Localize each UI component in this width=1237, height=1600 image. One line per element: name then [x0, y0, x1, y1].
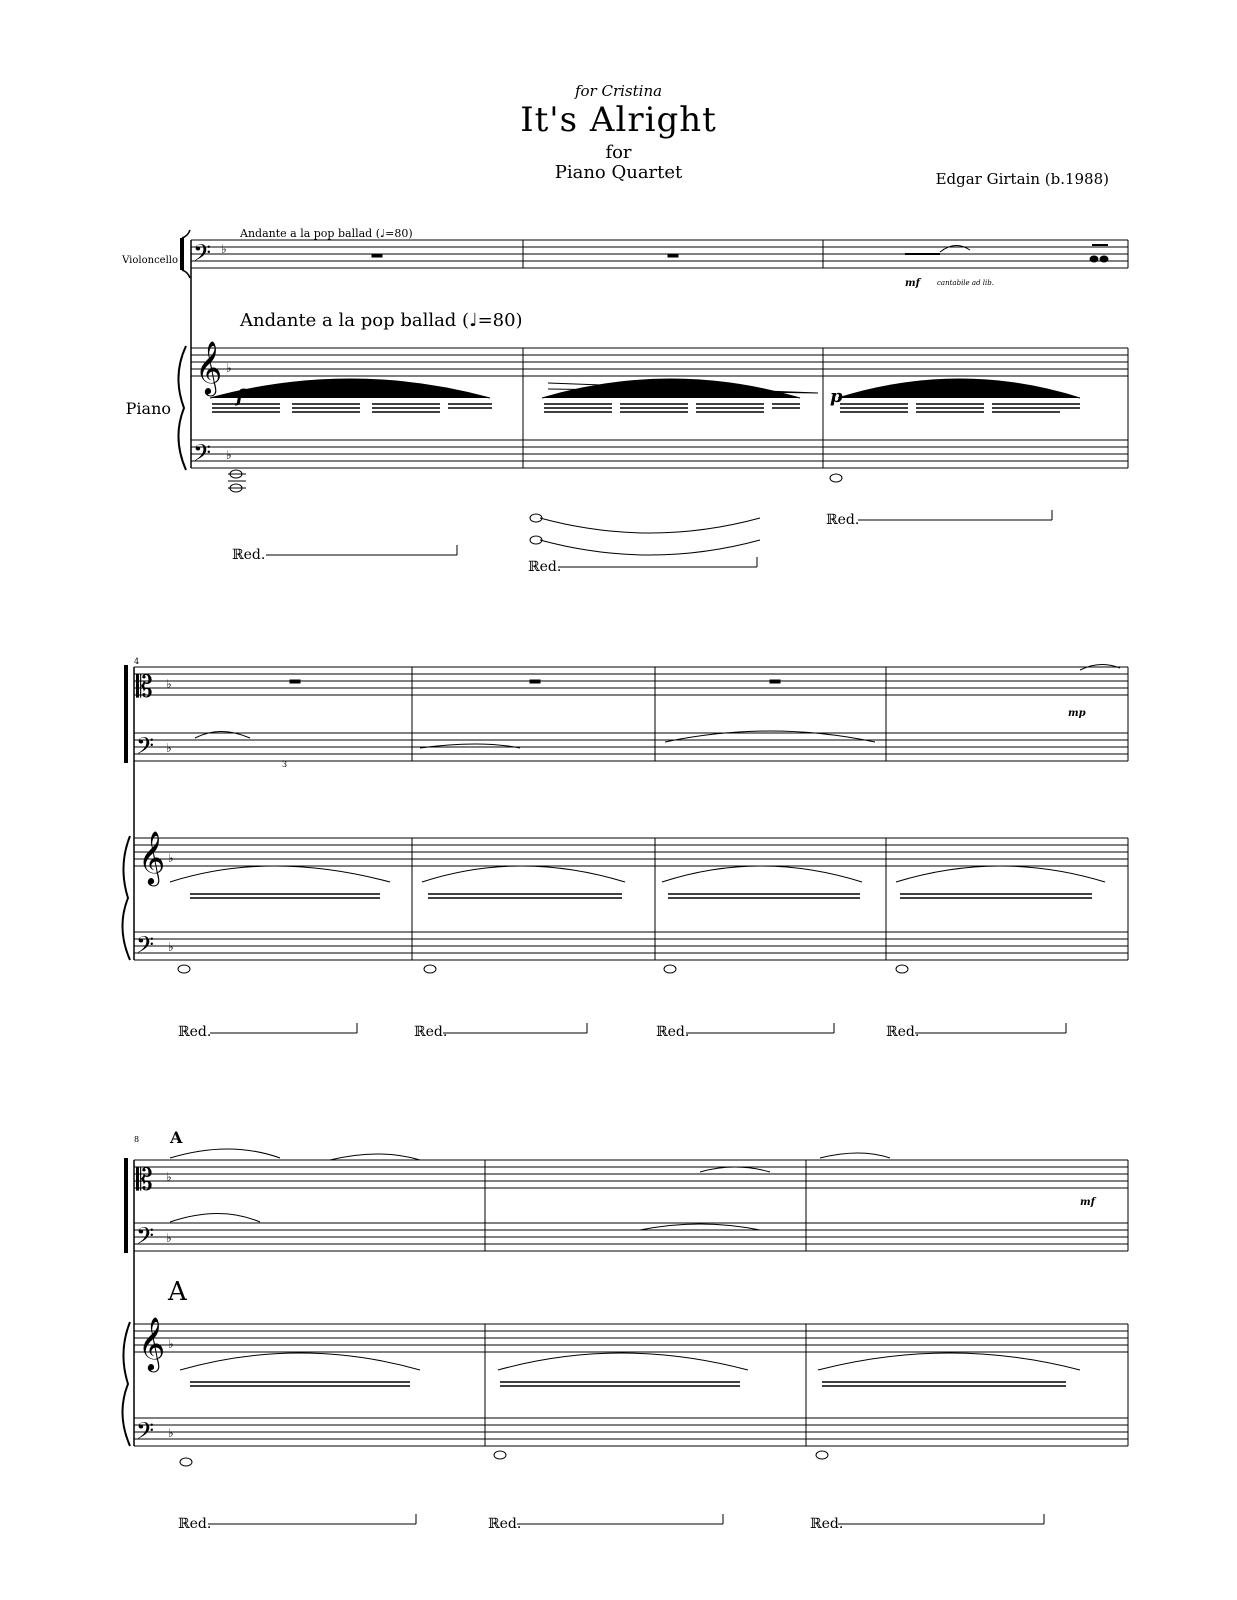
measure-number-8: 8: [134, 1135, 140, 1144]
composer: Edgar Girtain (b.1988): [935, 170, 1109, 188]
pedal-mark: ℝed.: [232, 547, 266, 563]
piano-bass-staff: [191, 440, 1128, 468]
subtitle: Piano Quartet: [554, 162, 683, 183]
pedal-mark: ℝed.: [488, 1516, 522, 1532]
flat-icon: ♭: [168, 940, 174, 954]
alto-clef-icon: 𝄡: [136, 670, 153, 705]
dedication: for Cristina: [574, 82, 663, 100]
for-line: for: [605, 142, 632, 163]
flat-icon: ♭: [166, 1170, 172, 1184]
tuplet-number: 3: [282, 760, 288, 769]
flat-icon: ♭: [166, 741, 172, 755]
tempo-marking-large: Andante a la pop ballad (♩=80): [240, 310, 523, 331]
pedal-mark: ℝed.: [656, 1024, 690, 1040]
piano-instrument-label: Piano: [125, 399, 171, 418]
cello-staff-s2: [134, 733, 1128, 761]
bass-clef-icon: 𝄢: [136, 1417, 155, 1450]
piano-treble-s3: [134, 1324, 1128, 1352]
cello-instrument-label: Violoncello: [122, 255, 178, 266]
treble-clef-icon: 𝄞: [195, 340, 223, 394]
pedal-mark: ℝed.: [810, 1516, 844, 1532]
flat-icon: ♭: [226, 448, 232, 462]
cello-expression: cantabile ad lib.: [937, 279, 994, 287]
piano-treble-staff: [191, 348, 1128, 376]
flat-icon: ♭: [168, 851, 174, 865]
piano-bass-s2: [134, 932, 1128, 960]
cello-staff-s3: [134, 1223, 1128, 1251]
viola-staff-s2: [134, 667, 1128, 695]
treble-clef-icon: 𝄞: [138, 1316, 166, 1370]
pedal-mark: ℝed.: [528, 559, 562, 575]
dynamic-viola-mp: mp: [1068, 708, 1086, 719]
measure-number-4: 4: [134, 657, 140, 666]
dynamic-viola-mf: mf: [1080, 1197, 1095, 1208]
bass-clef-icon: 𝄢: [193, 239, 212, 272]
alto-clef-icon: 𝄡: [136, 1163, 153, 1198]
pedal-mark: ℝed.: [414, 1024, 448, 1040]
piano-arpeggios-s1: [210, 379, 1080, 412]
viola-staff-s3: [134, 1160, 1128, 1188]
bass-clef-icon: 𝄢: [136, 1222, 155, 1255]
bass-clef-icon: 𝄢: [136, 732, 155, 765]
bass-clef-icon: 𝄢: [136, 931, 155, 964]
cello-staff: [191, 240, 1128, 268]
bass-clef-icon: 𝄢: [193, 439, 212, 472]
pedal-mark: ℝed.: [178, 1516, 212, 1532]
rehearsal-mark-a-small: A: [170, 1128, 183, 1147]
system-3: [122, 1149, 1128, 1524]
piece-title: It's Alright: [520, 100, 717, 140]
pedal-mark: ℝed.: [178, 1024, 212, 1040]
piano-treble-s2: [134, 838, 1128, 866]
system-2: [122, 664, 1128, 1033]
flat-icon: ♭: [166, 1231, 172, 1245]
dynamic-forte: f: [236, 386, 244, 407]
piano-bass-s3: [134, 1418, 1128, 1446]
flat-icon: ♭: [168, 1426, 174, 1440]
rehearsal-mark-a-large: A: [168, 1277, 187, 1307]
flat-icon: ♭: [221, 242, 227, 256]
pedal-mark: ℝed.: [886, 1024, 920, 1040]
dynamic-piano: p: [830, 386, 843, 407]
flat-icon: ♭: [166, 677, 172, 691]
treble-clef-icon: 𝄞: [138, 830, 166, 884]
flat-icon: ♭: [168, 1337, 174, 1351]
pedal-mark: ℝed.: [826, 512, 860, 528]
tempo-marking-small: Andante a la pop ballad (♩=80): [240, 227, 413, 240]
dynamic-cello-mf: mf: [905, 278, 920, 289]
flat-icon: ♭: [226, 361, 232, 375]
